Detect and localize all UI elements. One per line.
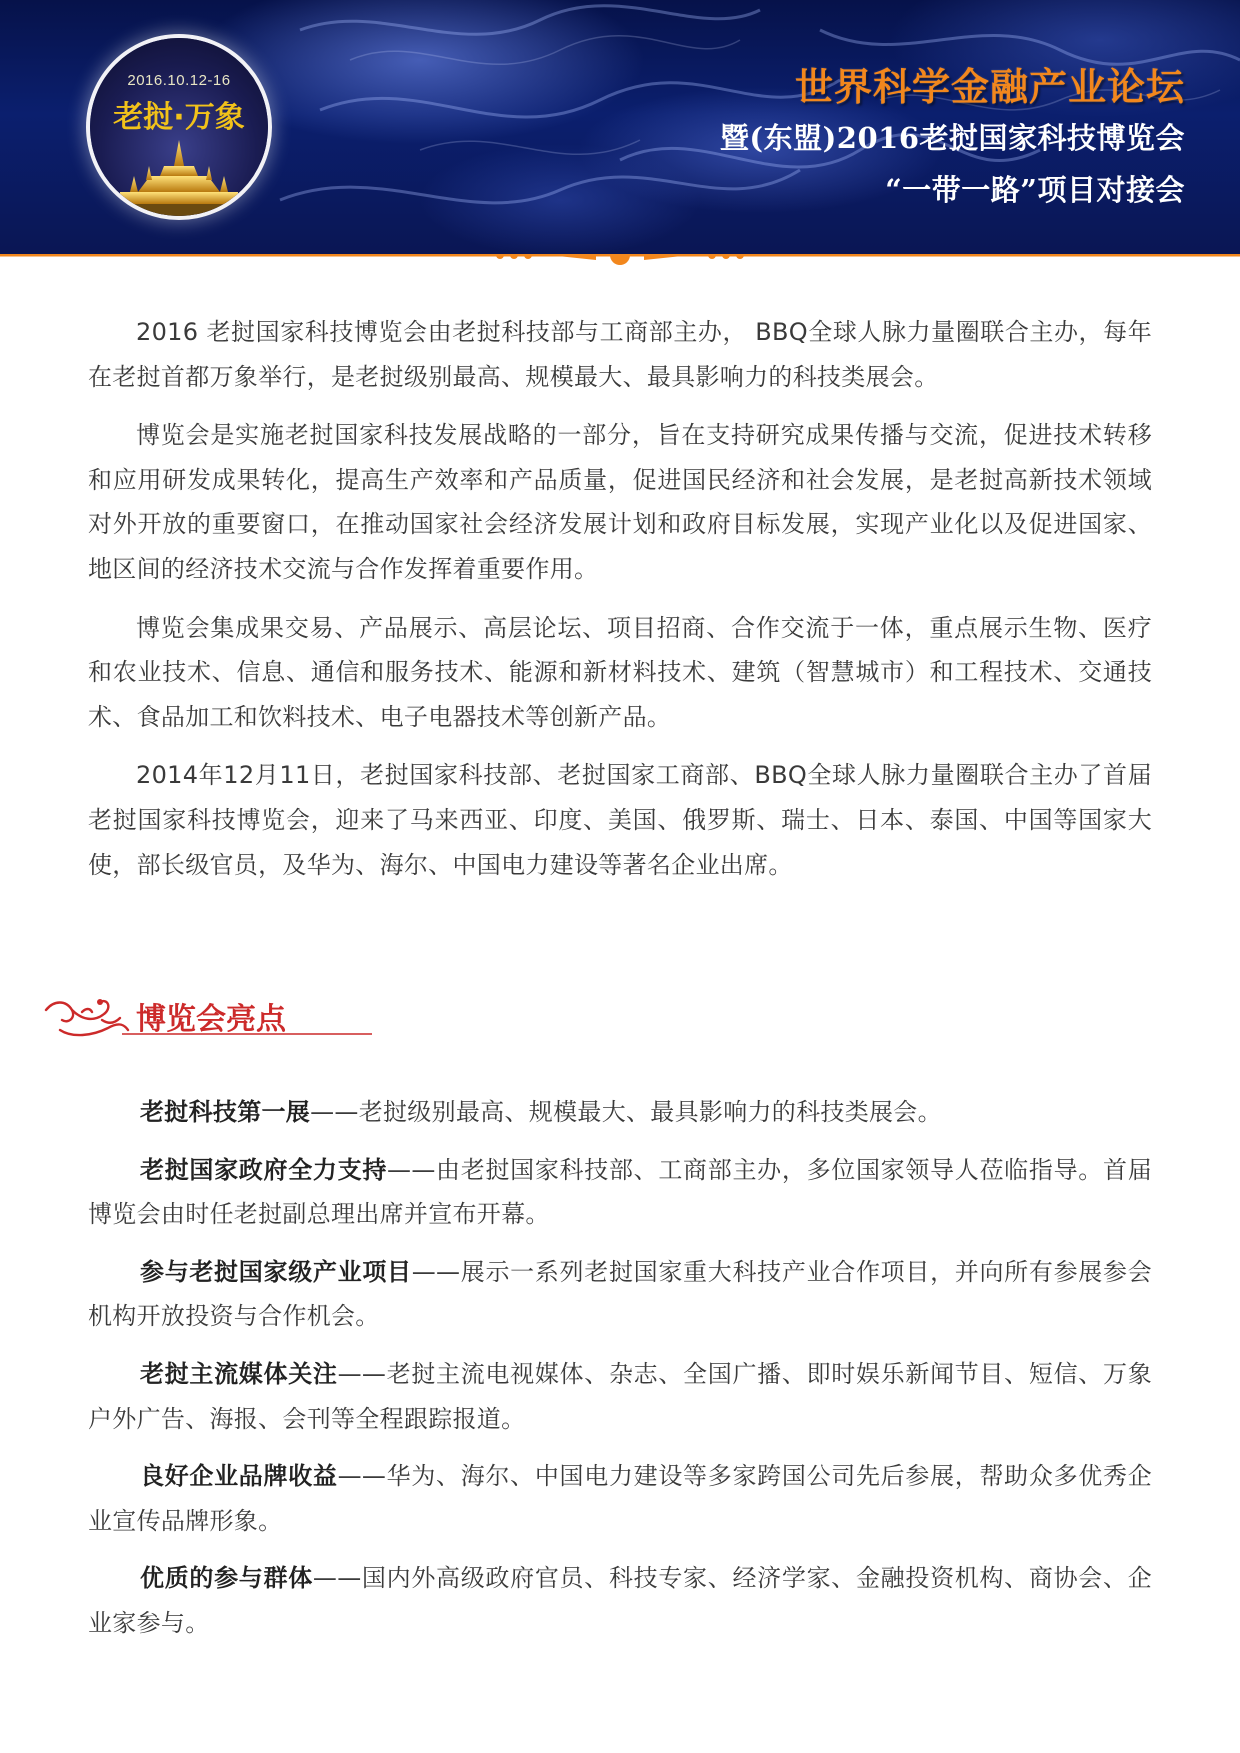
temple-icon [90,136,268,216]
section-title: 博览会亮点 [136,1002,286,1037]
section-heading [42,990,382,1050]
highlight-label: 老挝科技第一展 [140,1098,311,1126]
highlight-label: 参与老挝国家级产业项目 [140,1257,412,1286]
header-divider [0,254,1240,276]
intro-paragraph: 博览会是实施老挝国家科技发展战略的一部分，旨在支持研究成果传播与交流，促进技术转移和应用研发成果转化，提高生产效率和产品质量，促进国民经济和社会发展，是老挝高新技术领域对外开放的重要窗口，在推动国家社会经济发展计划和政府目标发展，实现产业化以及促进国家、地区间的经济技术交流与合作发挥着重要作用。 [88,421,1152,583]
forum-title: 世界科学金融产业论坛 [794,65,1185,109]
highlight-label: 优质的参与群体 [140,1564,313,1593]
project-subtitle: “一带一路”项目对接会 [885,173,1185,207]
intro-paragraph: 博览会集成果交易、产品展示、高层论坛、项目招商、合作交流于一体，重点展示生物、医疗和农业技术、信息、通信和服务技术、能源和新材料技术、建筑（智慧城市）和工程技术、交通技术、食品加工和饮料技术、电子电器技术等创新产品。 [88,613,1152,731]
badge-title: 老挝·万象 [113,100,245,135]
highlight-text: ——老挝级别最高、规模最大、最具影响力的科技类展会。 [310,1098,942,1126]
highlights-list [88,1090,1152,1659]
highlight-item [88,1454,1152,1543]
highlight-label: 老挝国家政府全力支持 [140,1155,388,1184]
intro-paragraph: 2014年12月11日，老挝国家科技部、老挝国家工商部、BBQ全球人脉力量圈联合主办了首届老挝国家科技博览会，迎来了马来西亚、印度、美国、俄罗斯、瑞士、日本、泰国、中国等国家大使，部长级官员，及华为、海尔、中国电力建设等著名企业出席。 [88,761,1152,879]
badge-date: 2016.10.12-16 [127,72,231,89]
highlight-text: ——国内外高级政府官员、科技专家、经济学家、金融投资机构、商协会、企业家参与。 [88,1564,1152,1637]
highlight-text: ——由老挝国家科技部、工商部主办，多位国家领导人莅临指导。首届博览会由时任老挝副总理出席并宣布开幕。 [88,1155,1152,1229]
highlight-text: ——华为、海尔、中国电力建设等多家跨国公司先后参展，帮助众多优秀企业宣传品牌形象。 [88,1462,1152,1535]
intro-paragraph: 2016 老挝国家科技博览会由老挝科技部与工商部主办， BBQ全球人脉力量圈联合主办，每年在老挝首都万象举行，是老挝级别最高、规模最大、最具影响力的科技类展会。 [88,318,1152,391]
highlight-text: ——老挝主流电视媒体、杂志、全国广播、即时娱乐新闻节目、短信、万象户外广告、海报、会刊等全程跟踪报道。 [88,1359,1152,1433]
highlight-item [88,1352,1152,1441]
highlight-item [88,1556,1152,1645]
intro-section [88,310,1152,901]
event-badge [90,38,268,216]
header-banner [0,0,1240,254]
highlight-text: ——展示一系列老挝国家重大科技产业合作项目，并向所有参展参会机构开放投资与合作机会。 [88,1257,1152,1331]
highlight-item [88,1250,1152,1339]
highlight-item [88,1090,1152,1135]
expo-subtitle: 暨(东盟)2016老挝国家科技博览会 [719,121,1185,155]
highlight-item [88,1148,1152,1237]
highlight-label: 老挝主流媒体关注 [140,1359,338,1388]
highlight-label: 良好企业品牌收益 [140,1462,338,1491]
